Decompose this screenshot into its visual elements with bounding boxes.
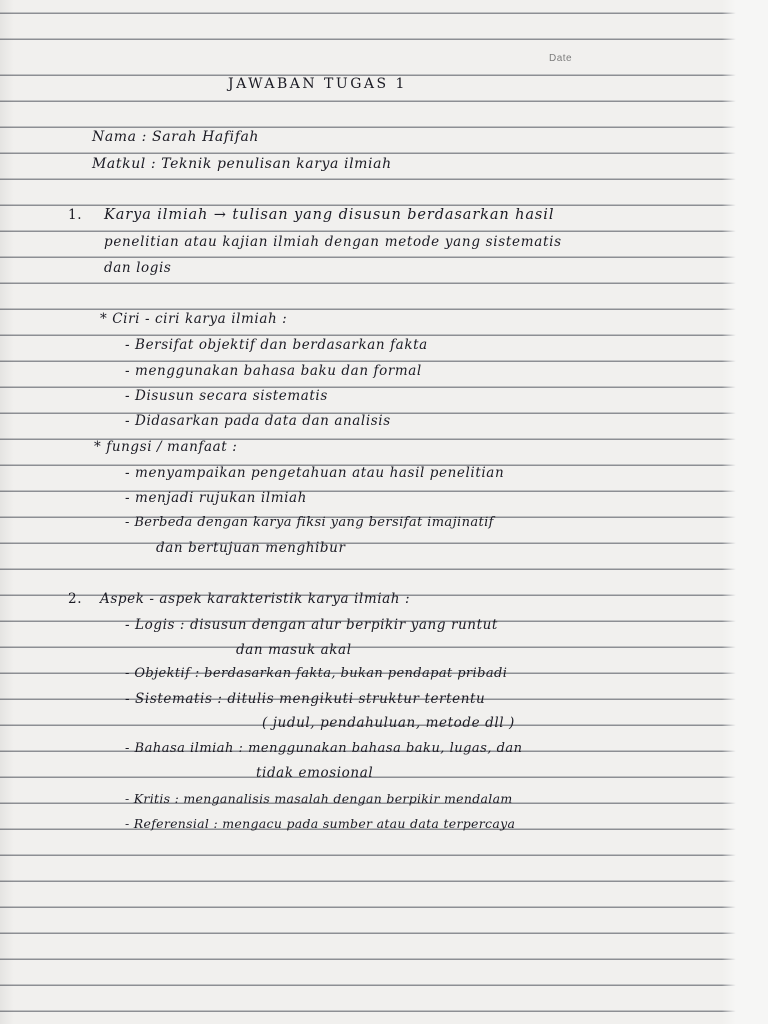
q1-ciri-item-1: - Bersifat objektif dan berdasarkan fakta: [125, 337, 428, 353]
q2-line-3: - Objektif : berdasarkan fakta, bukan pendapat pribadi: [125, 666, 508, 681]
q1-fungsi-heading: * fungsi / manfaat :: [94, 439, 238, 455]
q2-line-1: - Logis : disusun dengan alur berpikir yang runtut: [125, 617, 498, 633]
q2-line-2: dan masuk akal: [236, 642, 352, 658]
name-line: Nama : Sarah Hafifah: [92, 129, 260, 145]
q1-fungsi-item-4: dan bertujuan menghibur: [156, 540, 346, 556]
q1-ciri-item-3: - Disusun secara sistematis: [125, 388, 328, 404]
date-label: Date: [549, 53, 573, 64]
q2-line-4: - Sistematis : ditulis mengikuti struktur tertentu: [125, 691, 486, 707]
q2-line-8: - Kritis : menganalisis masalah dengan berpikir mendalam: [125, 791, 513, 806]
q2-heading: Aspek - aspek karakteristik karya ilmiah :: [100, 591, 411, 607]
q2-number: 2.: [68, 591, 83, 607]
q1-ciri-item-4: - Didasarkan pada data dan analisis: [125, 413, 391, 429]
q1-line-2: penelitian atau kajian ilmiah dengan metode yang sistematis: [104, 234, 562, 250]
page-edge-shadow: [722, 0, 768, 1024]
q1-number: 1.: [68, 207, 83, 223]
q1-line-3: dan logis: [104, 260, 172, 276]
q2-line-6: - Bahasa ilmiah : menggunakan bahasa baku, lugas, dan: [125, 741, 523, 756]
q1-fungsi-item-2: - menjadi rujukan ilmiah: [125, 490, 307, 506]
page-title: JAWABAN TUGAS 1: [228, 76, 407, 92]
q2-line-7: tidak emosional: [256, 765, 374, 781]
q1-fungsi-item-1: - menyampaikan pengetahuan atau hasil penelitian: [125, 465, 505, 481]
course-line: Matkul : Teknik penulisan karya ilmiah: [92, 156, 392, 172]
q1-ciri-item-2: - menggunakan bahasa baku dan formal: [125, 363, 422, 379]
q2-line-9: - Referensial : mengacu pada sumber atau data terpercaya: [125, 816, 516, 831]
q1-ciri-heading: * Ciri - ciri karya ilmiah :: [100, 311, 288, 327]
q1-line-1: Karya ilmiah → tulisan yang disusun berdasarkan hasil: [104, 207, 555, 223]
q1-fungsi-item-3: - Berbeda dengan karya fiksi yang bersifat imajinatif: [125, 515, 494, 530]
q2-line-5: ( judul, pendahuluan, metode dll ): [262, 715, 515, 731]
